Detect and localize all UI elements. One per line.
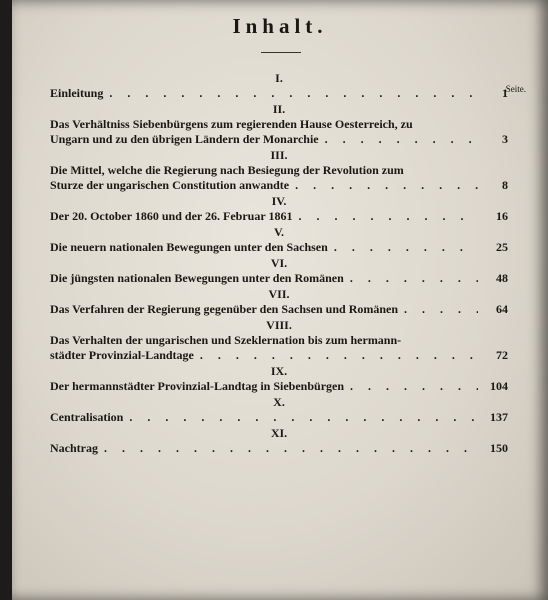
page-number: 64: [496, 302, 508, 316]
leader-dots: [334, 240, 478, 255]
toc-line: [50, 209, 508, 224]
entry-title: Nachtrag: [50, 441, 98, 455]
entry-title: Sturze der ungarischen Constitution anwandte: [50, 178, 290, 192]
leader-dots: [200, 348, 478, 363]
table-of-contents: [50, 70, 508, 456]
page-title: Inhalt.: [232, 14, 328, 38]
toc-line: [50, 240, 508, 255]
leader-dots: [298, 209, 478, 224]
leader-dots: [350, 379, 478, 394]
page-number: 72: [496, 348, 508, 362]
entry-title: Das Verfahren der Regierung gegenüber den Sachsen und Romänen: [50, 302, 399, 316]
toc-line: [50, 178, 508, 193]
toc-entry: [50, 101, 508, 147]
entry-title: Der 20. October 1860 und der 26. Februar 1861: [50, 209, 293, 223]
page-number: 137: [490, 410, 508, 424]
toc-line: [50, 348, 508, 363]
page-number: 3: [502, 132, 508, 146]
section-number: VII.: [268, 287, 290, 301]
leader-dots: [104, 441, 478, 456]
toc-entry: [50, 317, 508, 363]
section-number: VI.: [270, 256, 288, 270]
leader-dots: [404, 302, 478, 317]
toc-line: [50, 271, 508, 286]
entry-title: Einleitung: [50, 86, 104, 100]
toc-entry: [50, 147, 508, 193]
toc-entry: [50, 224, 508, 255]
toc-line: [50, 132, 508, 147]
toc-entry: [50, 255, 508, 286]
leader-dots: [350, 271, 478, 286]
toc-line: [50, 441, 508, 456]
entry-title-line1: Die Mittel, welche die Regierung nach Besiegung der Revolution zum: [50, 163, 404, 177]
entry-title: Der hermannstädter Provinzial-Landtag in Siebenbürgen: [50, 379, 345, 393]
entry-title: Ungarn und zu den übrigen Ländern der Monarchie: [50, 132, 319, 146]
leader-dots: [295, 178, 478, 193]
toc-line: [50, 379, 508, 394]
page-number: 25: [496, 240, 508, 254]
entry-title-line1: Das Verhältniss Siebenbürgens zum regierenden Hause Oesterreich, zu: [50, 117, 413, 131]
section-number: XI.: [270, 426, 288, 440]
leader-dots: [325, 132, 478, 147]
toc-entry: [50, 286, 508, 317]
section-number: II.: [272, 102, 286, 116]
title-rule: [261, 52, 301, 53]
entry-title-line1: Das Verhalten der ungarischen und Szeklernation bis zum hermann-: [50, 333, 402, 347]
seite-label: Seite.: [505, 84, 526, 94]
entry-title: Die jüngsten nationalen Bewegungen unter den Romänen: [50, 271, 344, 285]
page-number: 104: [490, 379, 508, 393]
toc-entry: [50, 394, 508, 425]
section-number: IX.: [270, 364, 288, 378]
page-number: 8: [502, 178, 508, 192]
toc-entry: [50, 193, 508, 224]
entry-title: Centralisation: [50, 410, 124, 424]
toc-entry: [50, 70, 508, 101]
section-number: V.: [273, 225, 285, 239]
section-number: X.: [273, 395, 285, 409]
section-number: IV.: [271, 194, 287, 208]
page-number: 48: [496, 271, 508, 285]
entry-title: städter Provinzial-Landtage: [50, 348, 194, 362]
entry-title: Die neuern nationalen Bewegungen unter den Sachsen: [50, 240, 328, 254]
leader-dots: [109, 86, 478, 101]
section-number: III.: [270, 148, 288, 162]
section-number: VIII.: [266, 318, 292, 332]
toc-line: [50, 86, 508, 101]
toc-line: [50, 302, 508, 317]
leader-dots: [129, 410, 478, 425]
book-page: [12, 0, 548, 600]
page-number: 1: [502, 86, 508, 100]
page-number: 150: [490, 441, 508, 455]
toc-entry: [50, 425, 508, 456]
section-number: I.: [275, 71, 283, 85]
toc-entry: [50, 363, 508, 394]
toc-line: [50, 410, 508, 425]
page-number: 16: [496, 209, 508, 223]
